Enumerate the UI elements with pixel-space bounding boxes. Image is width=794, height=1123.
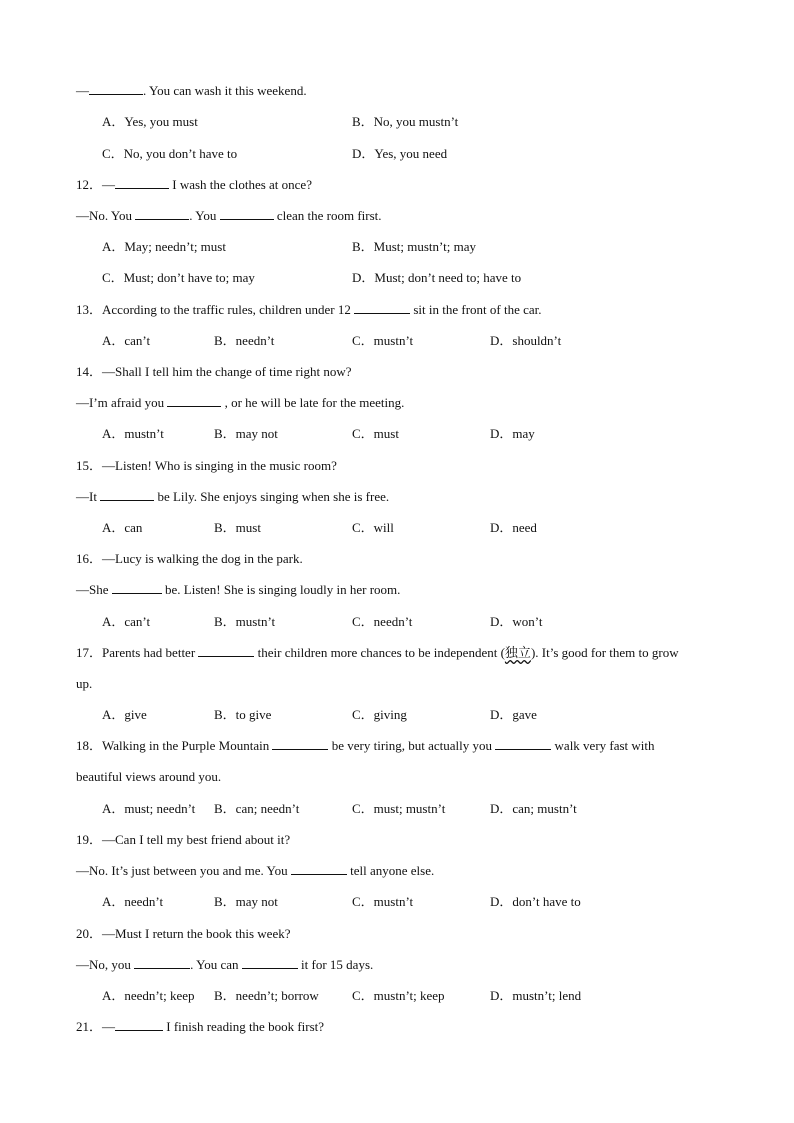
q19-stem: 19．—Can I tell my best friend about it? [76, 832, 291, 847]
answer-blank [291, 862, 347, 875]
q12-option-b[interactable]: B．Must; mustn’t; may [352, 239, 476, 254]
q17-option-c[interactable]: C．giving [352, 707, 407, 722]
answer-blank [167, 394, 221, 407]
q13-option-a[interactable]: A．can’t [102, 333, 151, 348]
answer-blank [354, 301, 410, 314]
answer-blank [115, 1018, 163, 1031]
q17-option-d[interactable]: D．gave [490, 707, 537, 722]
question-number: 14． [76, 364, 103, 379]
q17-option-b[interactable]: B．to give [214, 707, 272, 722]
q12-option-c[interactable]: C．Must; don’t have to; may [102, 270, 255, 285]
q18-stem-continued: beautiful views around you. [76, 769, 222, 784]
q16-option-a[interactable]: A．can’t [102, 614, 151, 629]
q16-reply-line: —She be. Listen! She is singing loudly in her room. [76, 582, 401, 597]
q17-stem-continued: up. [76, 676, 93, 691]
answer-blank [89, 82, 143, 95]
q11-option-a[interactable]: A．Yes, you must [102, 114, 198, 129]
q13-option-d[interactable]: D．shouldn’t [490, 333, 562, 348]
q20-option-a[interactable]: A．needn’t; keep [102, 988, 195, 1003]
q15-option-c[interactable]: C．will [352, 520, 394, 535]
q14-option-a[interactable]: A．mustn’t [102, 426, 164, 441]
q16-option-c[interactable]: C．needn’t [352, 614, 413, 629]
q15-option-a[interactable]: A．can [102, 520, 143, 535]
answer-blank [495, 737, 551, 750]
q14-stem: 14．—Shall I tell him the change of time right now? [76, 364, 352, 379]
q15-option-d[interactable]: D．need [490, 520, 537, 535]
answer-blank [220, 207, 274, 220]
q11-reply-line: — . You can wash it this weekend. [76, 83, 307, 98]
q18-option-d[interactable]: D．can; mustn’t [490, 801, 577, 816]
answer-blank [135, 207, 189, 220]
q14-reply-line: —I’m afraid you , or he will be late for the meeting. [76, 395, 405, 410]
q20-option-c[interactable]: C．mustn’t; keep [352, 988, 445, 1003]
q11-option-d[interactable]: D．Yes, you need [352, 146, 448, 161]
q16-option-b[interactable]: B．mustn’t [214, 614, 276, 629]
q18-option-b[interactable]: B．can; needn’t [214, 801, 300, 816]
q20-option-b[interactable]: B．needn’t; borrow [214, 988, 319, 1003]
q21-stem: 21．— I finish reading the book first? [76, 1019, 325, 1034]
q12-option-d[interactable]: D．Must; don’t need to; have to [352, 270, 522, 285]
q15-option-b[interactable]: B．must [214, 520, 261, 535]
q12-stem: 12．— I wash the clothes at once? [76, 177, 312, 192]
q18-stem: 18．Walking in the Purple Mountain be very tiring, but actually you walk very fast with [76, 738, 655, 753]
q14-option-b[interactable]: B．may not [214, 426, 278, 441]
question-number: 15． [76, 458, 103, 473]
question-number: 17． [76, 645, 103, 660]
answer-blank [134, 956, 190, 969]
q18-option-a[interactable]: A．must; needn’t [102, 801, 196, 816]
q11-option-c[interactable]: C．No, you don’t have to [102, 146, 238, 161]
q12-reply-line: —No. You . You clean the room first. [76, 208, 382, 223]
q13-option-c[interactable]: C．mustn’t [352, 333, 414, 348]
answer-blank [112, 581, 162, 594]
q13-option-b[interactable]: B．needn’t [214, 333, 275, 348]
q16-option-d[interactable]: D．won’t [490, 614, 543, 629]
chinese-gloss: 独立 [504, 645, 531, 660]
q18-option-c[interactable]: C．must; mustn’t [352, 801, 446, 816]
question-number: 12． [76, 177, 103, 192]
q19-option-b[interactable]: B．may not [214, 894, 278, 909]
q15-reply-line: —It be Lily. She enjoys singing when she is free. [76, 489, 390, 504]
q15-stem: 15．—Listen! Who is singing in the music room? [76, 458, 337, 473]
answer-blank [242, 956, 298, 969]
q20-reply-line: —No, you . You can it for 15 days. [76, 957, 374, 972]
answer-blank [115, 176, 169, 189]
question-number: 18． [76, 738, 103, 753]
q16-stem: 16．—Lucy is walking the dog in the park. [76, 551, 303, 566]
q17-stem: 17．Parents had better their children more chances to be independent (独立). It’s good for them to grow [76, 645, 679, 660]
question-number: 20． [76, 926, 103, 941]
question-number: 21． [76, 1019, 103, 1034]
q12-option-a[interactable]: A．May; needn’t; must [102, 239, 226, 254]
question-number: 13． [76, 302, 103, 317]
q19-reply-line: —No. It’s just between you and me. You tell anyone else. [76, 863, 435, 878]
question-number: 19． [76, 832, 103, 847]
q20-option-d[interactable]: D．mustn’t; lend [490, 988, 582, 1003]
q19-option-d[interactable]: D．don’t have to [490, 894, 581, 909]
q19-option-a[interactable]: A．needn’t [102, 894, 164, 909]
q17-option-a[interactable]: A．give [102, 707, 147, 722]
answer-blank [272, 737, 328, 750]
q14-option-d[interactable]: D．may [490, 426, 535, 441]
answer-blank [198, 644, 254, 657]
q20-stem: 20．—Must I return the book this week? [76, 926, 291, 941]
question-number: 16． [76, 551, 103, 566]
answer-blank [100, 488, 154, 501]
q13-stem: 13．According to the traffic rules, children under 12 sit in the front of the car. [76, 302, 542, 317]
q19-option-c[interactable]: C．mustn’t [352, 894, 414, 909]
q14-option-c[interactable]: C．must [352, 426, 399, 441]
q11-option-b[interactable]: B．No, you mustn’t [352, 114, 459, 129]
